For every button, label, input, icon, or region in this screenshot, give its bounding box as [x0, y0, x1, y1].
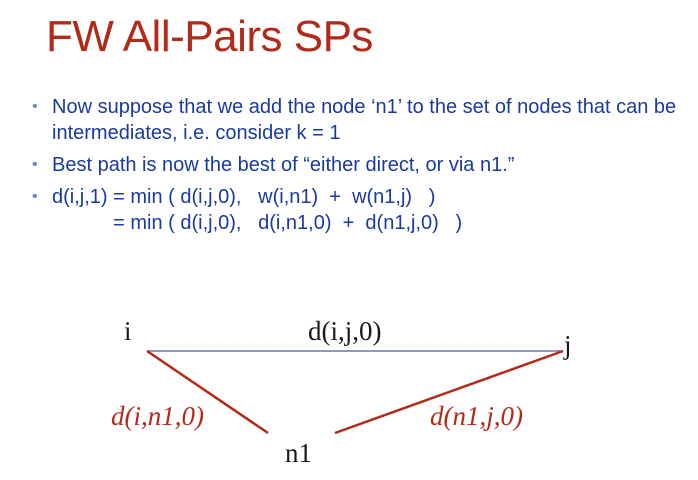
bullet-dot-icon: • — [32, 156, 38, 173]
bullet-dot-icon: • — [32, 98, 38, 115]
path-diagram — [0, 290, 698, 480]
formula-line-1: d(i,j,1) = min ( d(i,j,0), w(i,n1) + w(n1,j) ) — [52, 186, 436, 208]
edge-n1j-label: d(n1,j,0) — [430, 401, 523, 431]
node-i-label: i — [124, 316, 132, 346]
node-j-label: j — [564, 330, 572, 360]
edge-ij-label: d(i,j,0) — [308, 316, 382, 346]
bullet-text: Best path is now the best of “either direct, or via n1.” — [52, 154, 515, 176]
bullet-item — [28, 184, 693, 236]
bullet-item — [28, 152, 693, 178]
slide-title: FW All-Pairs SPs — [46, 12, 373, 61]
bullet-dot-icon: • — [32, 188, 38, 205]
edge-in1-label: d(i,n1,0) — [111, 401, 204, 431]
formula-line-2: = min ( d(i,j,0), d(i,n1,0) + d(n1,j,0) ) — [52, 212, 463, 234]
bullet-text: Now suppose that we add the node ‘n1’ to the set of nodes that can be intermediates, i.e. consider k = 1 — [52, 96, 677, 144]
node-n1-label: n1 — [285, 438, 312, 468]
bullet-list — [28, 94, 693, 242]
bullet-item — [28, 94, 693, 146]
